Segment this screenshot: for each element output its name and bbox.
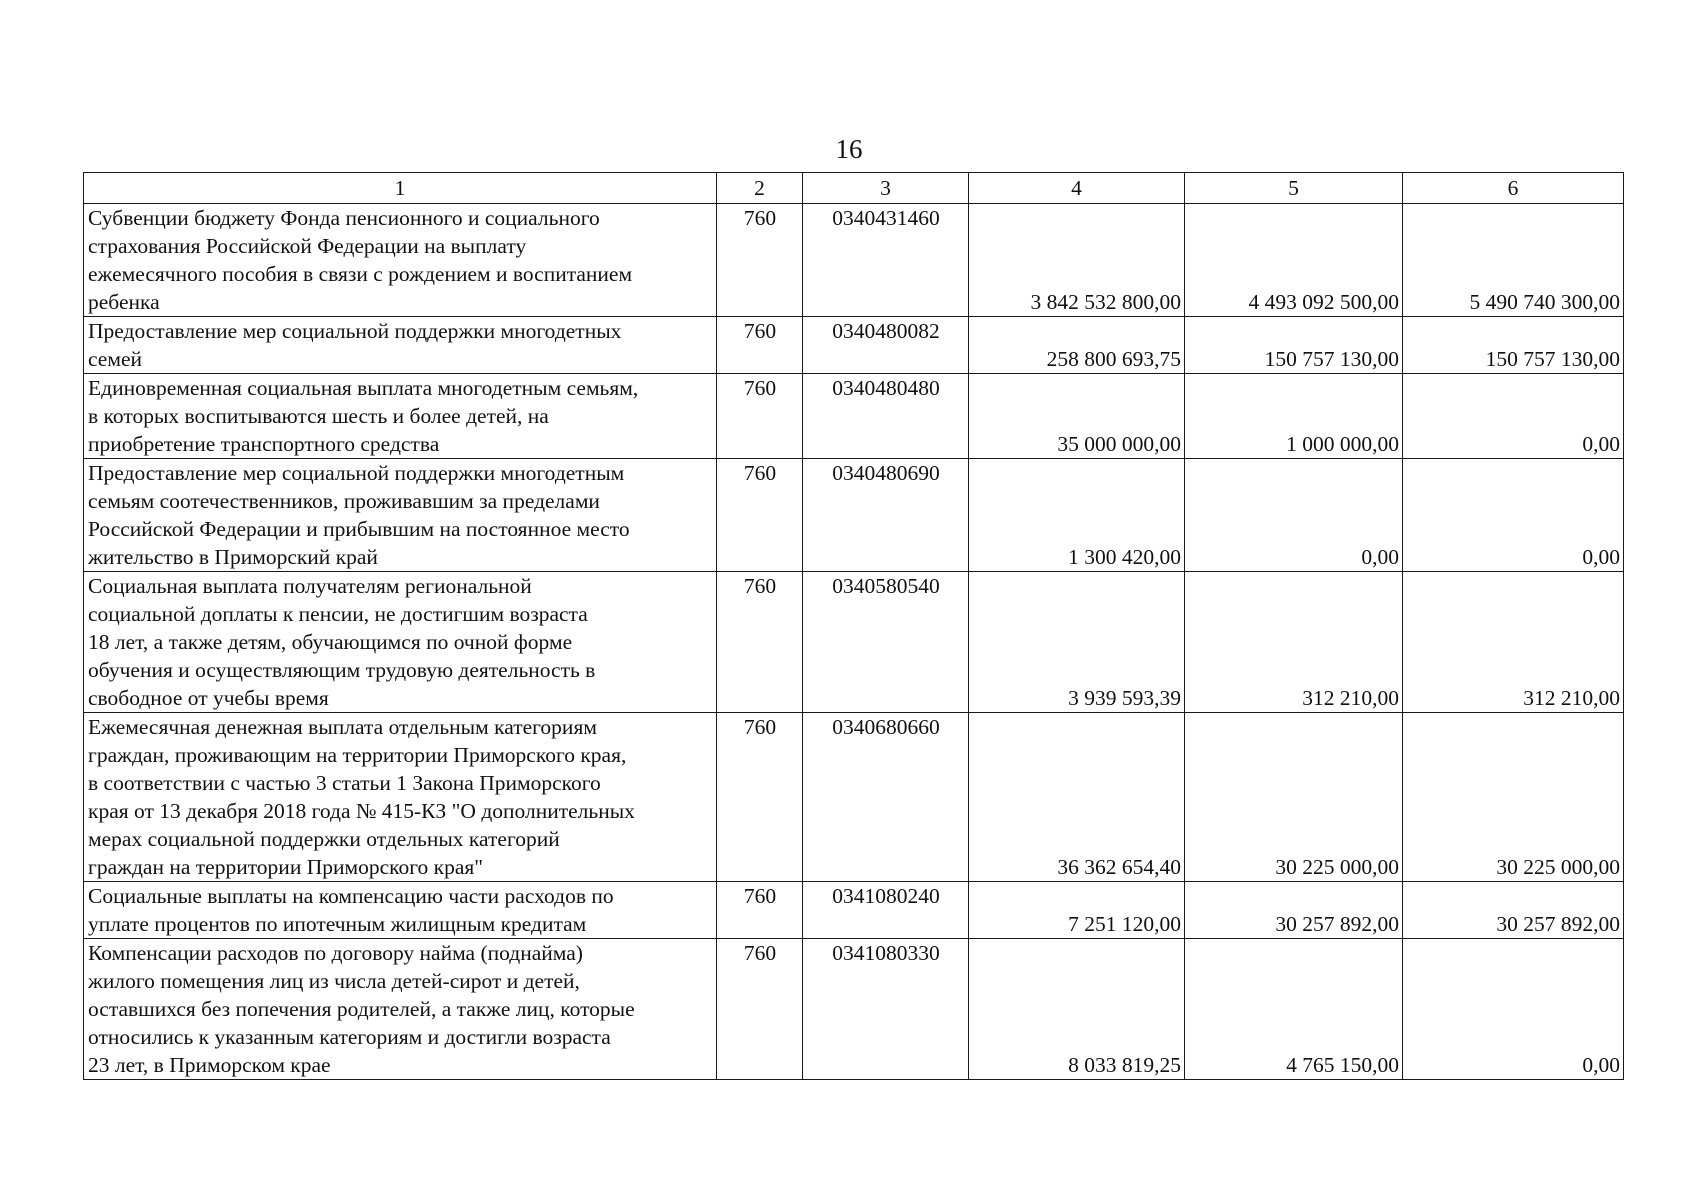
department-code: 760 [717, 459, 803, 572]
table-row [84, 459, 1624, 572]
target-article-code: 0341080240 [803, 882, 969, 939]
description-line: Предоставление мер социальной поддержки многодетным [88, 461, 625, 485]
amount-col-5: 1 000 000,00 [1185, 374, 1403, 459]
description-line: ребенка [88, 290, 160, 314]
table-row [84, 204, 1624, 317]
amount-col-6: 30 257 892,00 [1403, 882, 1624, 939]
row-description [84, 713, 717, 882]
row-description [84, 374, 717, 459]
department-code: 760 [717, 204, 803, 317]
description-line: уплате процентов по ипотечным жилищным кредитам [88, 912, 587, 936]
amount-col-4: 258 800 693,75 [969, 317, 1185, 374]
description-line: ежемесячного пособия в связи с рождением и воспитанием [88, 262, 633, 286]
row-description [84, 317, 717, 374]
amount-col-4: 35 000 000,00 [969, 374, 1185, 459]
description-line: Единовременная социальная выплата многодетным семьям, [88, 376, 639, 400]
table-row [84, 882, 1624, 939]
row-description [84, 204, 717, 317]
description-line: относились к указанным категориям и достигли возраста [88, 1025, 611, 1049]
description-line: оставшихся без попечения родителей, а также лиц, которые [88, 997, 635, 1021]
row-description [84, 882, 717, 939]
description-line: Социальная выплата получателям региональной [88, 574, 532, 598]
description-line: в которых воспитываются шесть и более детей, на [88, 404, 549, 428]
description-line: жительство в Приморский край [88, 545, 378, 569]
table-row [84, 939, 1624, 1080]
amount-col-4: 8 033 819,25 [969, 939, 1185, 1080]
amount-col-6: 150 757 130,00 [1403, 317, 1624, 374]
description-line: страхования Российской Федерации на выплату [88, 234, 527, 258]
description-line: Субвенции бюджету Фонда пенсионного и социального [88, 206, 600, 230]
amount-col-6: 312 210,00 [1403, 572, 1624, 713]
department-code: 760 [717, 882, 803, 939]
amount-col-6: 0,00 [1403, 939, 1624, 1080]
amount-col-5: 150 757 130,00 [1185, 317, 1403, 374]
amount-col-5: 30 225 000,00 [1185, 713, 1403, 882]
description-line: социальной доплаты к пенсии, не достигшим возраста [88, 602, 588, 626]
header-row [84, 173, 1624, 204]
description-line: Ежемесячная денежная выплата отдельным категориям [88, 715, 597, 739]
header-col-3: 3 [803, 173, 969, 204]
target-article-code: 0340480082 [803, 317, 969, 374]
target-article-code: 0341080330 [803, 939, 969, 1080]
row-description [84, 939, 717, 1080]
header-col-5: 5 [1185, 173, 1403, 204]
description-line: Российской Федерации и прибывшим на постоянное место [88, 517, 630, 541]
amount-col-5: 0,00 [1185, 459, 1403, 572]
header-col-2: 2 [717, 173, 803, 204]
description-line: в соответствии с частью 3 статьи 1 Закона Приморского [88, 771, 601, 795]
department-code: 760 [717, 572, 803, 713]
amount-col-6: 5 490 740 300,00 [1403, 204, 1624, 317]
department-code: 760 [717, 317, 803, 374]
description-line: Предоставление мер социальной поддержки многодетных [88, 319, 622, 343]
amount-col-6: 0,00 [1403, 374, 1624, 459]
description-line: 18 лет, а также детям, обучающимся по очной форме [88, 630, 573, 654]
description-line: обучения и осуществляющим трудовую деятельность в [88, 658, 596, 682]
description-line: граждан, проживающим на территории Приморского края, [88, 743, 627, 767]
description-line: 23 лет, в Приморском крае [88, 1053, 331, 1077]
description-line: Компенсации расходов по договору найма (поднайма) [88, 941, 583, 965]
amount-col-4: 3 842 532 800,00 [969, 204, 1185, 317]
budget-table [83, 172, 1624, 1080]
page-number: 16 [835, 134, 863, 164]
table-row [84, 572, 1624, 713]
description-line: семей [88, 347, 143, 371]
table-row [84, 713, 1624, 882]
amount-col-6: 30 225 000,00 [1403, 713, 1624, 882]
amount-col-4: 7 251 120,00 [969, 882, 1185, 939]
department-code: 760 [717, 374, 803, 459]
table-row [84, 317, 1624, 374]
target-article-code: 0340580540 [803, 572, 969, 713]
description-line: Социальные выплаты на компенсацию части расходов по [88, 884, 614, 908]
description-line: мерах социальной поддержки отдельных категорий [88, 827, 560, 851]
amount-col-6: 0,00 [1403, 459, 1624, 572]
amount-col-5: 4 493 092 500,00 [1185, 204, 1403, 317]
department-code: 760 [717, 713, 803, 882]
row-description [84, 572, 717, 713]
target-article-code: 0340480480 [803, 374, 969, 459]
description-line: свободное от учебы время [88, 686, 329, 710]
table-row [84, 374, 1624, 459]
description-line: края от 13 декабря 2018 года № 415-КЗ "О дополнительных [88, 799, 635, 823]
target-article-code: 0340680660 [803, 713, 969, 882]
amount-col-5: 30 257 892,00 [1185, 882, 1403, 939]
description-line: жилого помещения лиц из числа детей-сирот и детей, [88, 969, 580, 993]
header-col-4: 4 [969, 173, 1185, 204]
description-line: приобретение транспортного средства [88, 432, 440, 456]
target-article-code: 0340431460 [803, 204, 969, 317]
target-article-code: 0340480690 [803, 459, 969, 572]
description-line: граждан на территории Приморского края" [88, 855, 484, 879]
amount-col-4: 3 939 593,39 [969, 572, 1185, 713]
amount-col-5: 312 210,00 [1185, 572, 1403, 713]
header-col-1: 1 [84, 173, 717, 204]
amount-col-5: 4 765 150,00 [1185, 939, 1403, 1080]
description-line: семьям соотечественников, проживавшим за пределами [88, 489, 600, 513]
amount-col-4: 36 362 654,40 [969, 713, 1185, 882]
header-col-6: 6 [1403, 173, 1624, 204]
amount-col-4: 1 300 420,00 [969, 459, 1185, 572]
department-code: 760 [717, 939, 803, 1080]
row-description [84, 459, 717, 572]
